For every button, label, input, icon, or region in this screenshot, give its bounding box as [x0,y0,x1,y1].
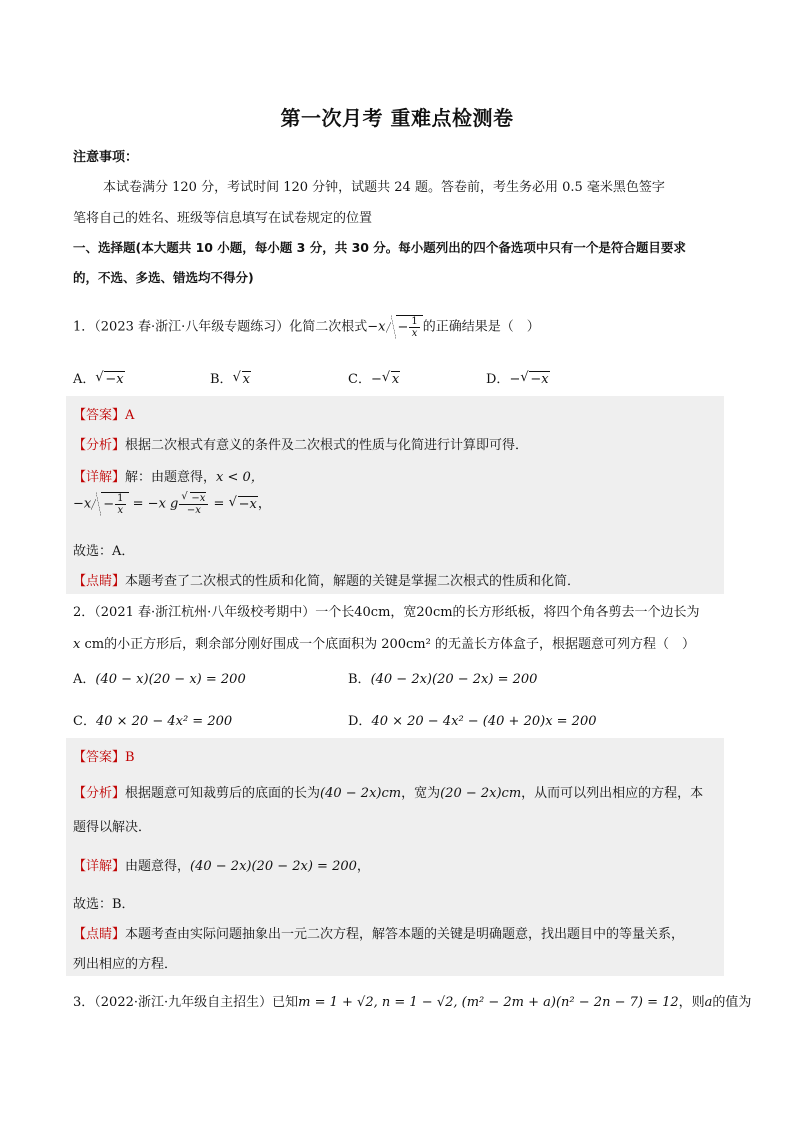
question-2-analysis-line-2: 题得以解决． [73,820,152,835]
question-2-comment-line-2: 列出相应的方程． [73,957,178,972]
question-1-lead: −x [367,319,386,335]
question-1-choose: 故选：A． [73,544,135,559]
notice-line-2: 笔将自己的姓名、班级等信息填写在试卷规定的位置 [73,211,373,226]
question-1-option-b: B．√ x [210,368,251,387]
section-heading-line-2: 的，不选、多选、错选均不得分) [73,270,254,285]
question-1-prefix: 1．（2023 春·浙江·八年级专题练习）化简二次根式 [73,319,368,335]
question-1-stem [73,315,540,339]
notice-heading: 注意事项： [73,150,139,165]
question-1-radical: − $\frac{1}{x}$ [386,315,423,339]
question-1-detail: 【详解】解：由题意得，x < 0， [73,470,264,485]
question-1-analysis: 【分析】根据二次根式有意义的条件及二次根式的性质与化简进行计算即可得． [73,438,529,453]
question-3-stem: 3．（2022·浙江·九年级自主招生）已知m = 1 + √2, n = 1 − √2, (m² − 2m + a)(n² − 2n − 7) = 12，则a的值为 [73,995,752,1010]
question-2-solution [66,738,724,976]
question-1-answer: 【答案】A [73,408,135,423]
question-1-option-a: A．√ −x [73,368,125,387]
question-2-stem-line-2: x cm的小正方形后，剩余部分刚好围成一个底面积为 200cm² 的无盖长方体盒子，根据题意可列方程（ ） [73,637,695,652]
question-2-option-c: C．40 × 20 − 4x² = 200 [73,714,233,729]
question-1-derivation: −x − $\frac{1}{x}$ = −x g √ $\frac{-x}{-x}$ = √ −x， [73,492,271,516]
question-2-comment: 【点睛】本题考查由实际问题抽象出一元二次方程，解答本题的关键是明确题意，找出题目中的等量关系， [73,927,685,942]
question-1-option-c: C．−√ x [348,368,400,387]
question-2-option-a: A．(40 − x)(20 − x) = 200 [73,672,246,687]
question-1-suffix: 的正确结果是（ ） [422,319,540,335]
question-2-option-b: B．(40 − 2x)(20 − 2x) = 200 [348,672,538,687]
question-1-comment: 【点睛】本题考查了二次根式的性质和化简，解题的关键是掌握二次根式的性质和化简． [73,574,581,589]
question-2-choose: 故选：B． [73,897,135,912]
question-2-stem-line-1: 2．（2021 春·浙江杭州·八年级校考期中）一个长40cm，宽20cm的长方形纸板，将四个角各剪去一个边长为 [73,605,700,620]
notice-line-1: 本试卷满分 120 分，考试时间 120 分钟，试题共 24 题。答卷前，考生务必用 0.5 毫米黑色签字 [103,180,665,195]
question-2-answer: 【答案】B [73,750,135,765]
question-2-analysis: 【分析】根据题意可知裁剪后的底面的长为(40 − 2x)cm，宽为(20 − 2x)cm，从而可以列出相应的方程，本 [73,786,704,801]
question-2-detail: 【详解】由题意得，(40 − 2x)(20 − 2x) = 200， [73,859,370,874]
section-heading-line-1: 一、选择题(本大题共 10 小题，每小题 3 分，共 30 分。每小题列出的四个备选项中只有一个是符合题目要求 [73,240,686,255]
page-title: 第一次月考 重难点检测卷 [280,106,514,130]
question-1-option-d: D．−√ −x [486,368,550,387]
question-2-option-d: D．40 × 20 − 4x² − (40 + 20)x = 200 [348,714,597,729]
question-1-solution [66,396,724,594]
